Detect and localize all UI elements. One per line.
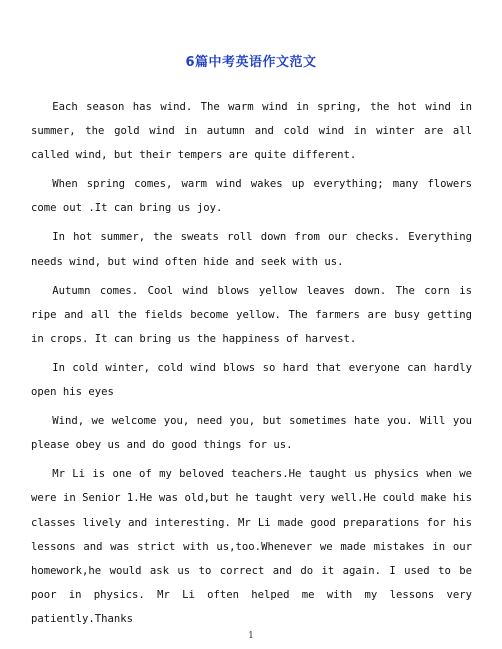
paragraph-mr-li: Mr Li is one of my beloved teachers.He taught us physics when we were in Senior 1.He was old,but he taught very well.He could make his classes lively and interesting. Mr Li made good preparations for his lessons and was strict with us,too.Whenever we made mistakes in our homework,he would ask us to correct and do it again. I used to be poor in physics. Mr Li often helped me with my lessons very patiently.Thanks xyxy=(31,468,472,625)
paragraph-wind-conclusion: Wind, we welcome you, need you, but sometimes hate you. Will you please obey us and do good things for us. xyxy=(31,415,472,452)
document-body xyxy=(31,95,472,636)
paragraph-seasons-wind: Each season has wind. The warm wind in spring, the hot wind in summer, the gold wind in autumn and cold wind in winter are all called wind, but their tempers are quite different. xyxy=(31,101,472,162)
paragraph-spring: When spring comes, warm wind wakes up everything; many flowers come out .It can bring us joy. xyxy=(31,178,472,215)
paragraph-summer: In hot summer, the sweats roll down from our checks. Everything needs wind, but wind often hide and seek with us. xyxy=(31,231,472,268)
document-title: 6篇中考英语作文范文 xyxy=(185,55,317,70)
paragraph-autumn: Autumn comes. Cool wind blows yellow leaves down. The corn is ripe and all the fields become yellow. The farmers are busy getting in crops. It can bring us the happiness of harvest. xyxy=(31,284,472,345)
page-number: 1 xyxy=(248,631,254,641)
paragraph-winter: In cold winter, cold wind blows so hard that everyone can hardly open his eyes xyxy=(31,361,472,399)
